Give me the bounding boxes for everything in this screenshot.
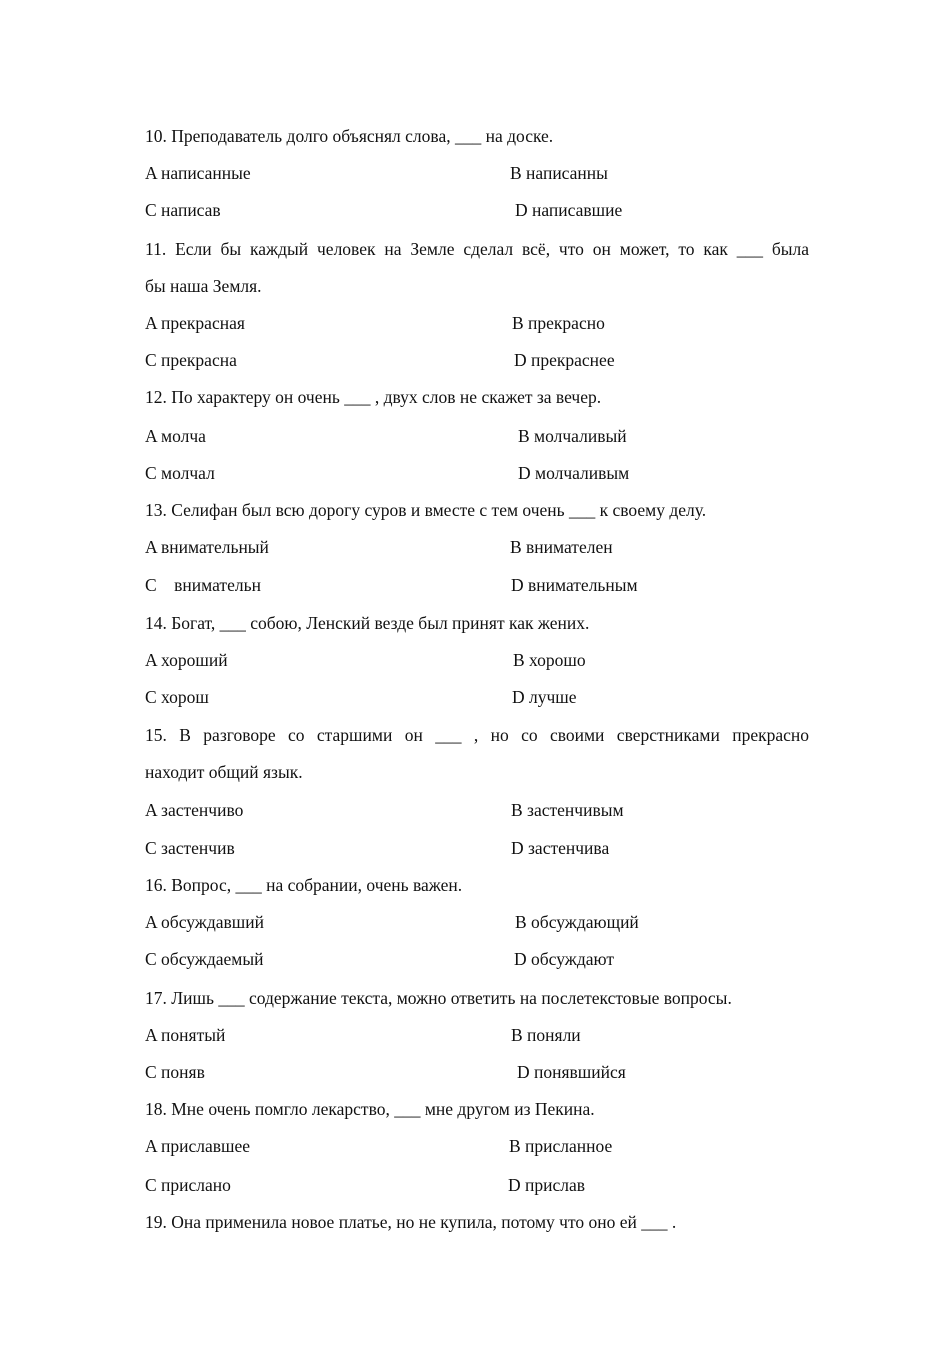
question-10-option-b: B написанны [510, 163, 608, 183]
question-11-option-b: B прекрасно [512, 313, 605, 333]
question-14-option-a: A хороший [145, 650, 228, 670]
question-14-text: 14. Богат, ___ собою, Ленский везде был принят как жених. [145, 613, 590, 633]
question-11-text-continued: бы наша Земля. [145, 276, 262, 296]
question-14-option-c: C хорош [145, 687, 209, 707]
question-16-option-c: C обсуждаемый [145, 949, 264, 969]
question-18-option-b: B присланное [509, 1136, 613, 1156]
question-17-option-a: A понятый [145, 1025, 226, 1045]
question-13-option-d: D внимательным [511, 575, 638, 595]
question-16-option-a: A обсуждавший [145, 912, 264, 932]
question-16-text: 16. Вопрос, ___ на собрании, очень важен. [145, 875, 463, 895]
question-11-text: 11. Если бы каждый человек на Земле сделал всё, что он может, то как ___ была [145, 239, 809, 259]
question-10-option-c: C написав [145, 200, 221, 220]
question-10-text: 10. Преподаватель долго объяснял слова, ___ на доске. [145, 126, 554, 146]
question-18-text: 18. Мне очень помгло лекарство, ___ мне другом из Пекина. [145, 1099, 595, 1119]
question-15-option-a: A застенчиво [145, 800, 244, 820]
question-13-option-c: C внимательн [145, 575, 261, 595]
question-17-option-c: C поняв [145, 1062, 205, 1082]
question-17-option-b: B поняли [511, 1025, 581, 1045]
question-12-option-b: B молчаливый [518, 426, 627, 446]
question-14-option-b: B хорошо [513, 650, 586, 670]
question-15-option-d: D застенчива [511, 838, 610, 858]
question-12-text: 12. По характеру он очень ___ , двух слов не скажет за вечер. [145, 387, 602, 407]
question-11-option-c: C прекрасна [145, 350, 237, 370]
question-16-option-b: B обсуждающий [515, 912, 639, 932]
question-15-option-c: C застенчив [145, 838, 235, 858]
question-12-option-c: C молчал [145, 463, 215, 483]
question-17-option-d: D понявшийся [517, 1062, 626, 1082]
question-18-option-a: A приславшее [145, 1136, 251, 1156]
question-10-option-d: D написавшие [515, 200, 623, 220]
question-10-option-a: A написанные [145, 163, 251, 183]
question-15-text-continued: находит общий язык. [145, 762, 303, 782]
question-12-option-d: D молчаливым [518, 463, 630, 483]
question-17-text: 17. Лишь ___ содержание текста, можно ответить на послетекстовые вопросы. [145, 988, 732, 1008]
question-15-option-b: B застенчивым [511, 800, 624, 820]
question-19-text: 19. Она применила новое платье, но не купила, потому что оно ей ___ . [145, 1212, 677, 1232]
question-16-option-d: D обсуждают [514, 949, 614, 969]
question-13-text: 13. Селифан был всю дорогу суров и вместе с тем очень ___ к своему делу. [145, 500, 707, 520]
question-18-option-c: C прислано [145, 1175, 231, 1195]
question-13-option-b: B внимателен [510, 537, 613, 557]
question-11-option-a: A прекрасная [145, 313, 245, 333]
question-13-option-a: A внимательный [145, 537, 269, 557]
question-12-option-a: A молча [145, 426, 206, 446]
question-14-option-d: D лучше [512, 687, 577, 707]
question-15-text: 15. В разговоре со старшими он ___ , но со своими сверстниками прекрасно [145, 725, 809, 745]
question-18-option-d: D прислав [508, 1175, 586, 1195]
question-11-option-d: D прекраснее [514, 350, 615, 370]
